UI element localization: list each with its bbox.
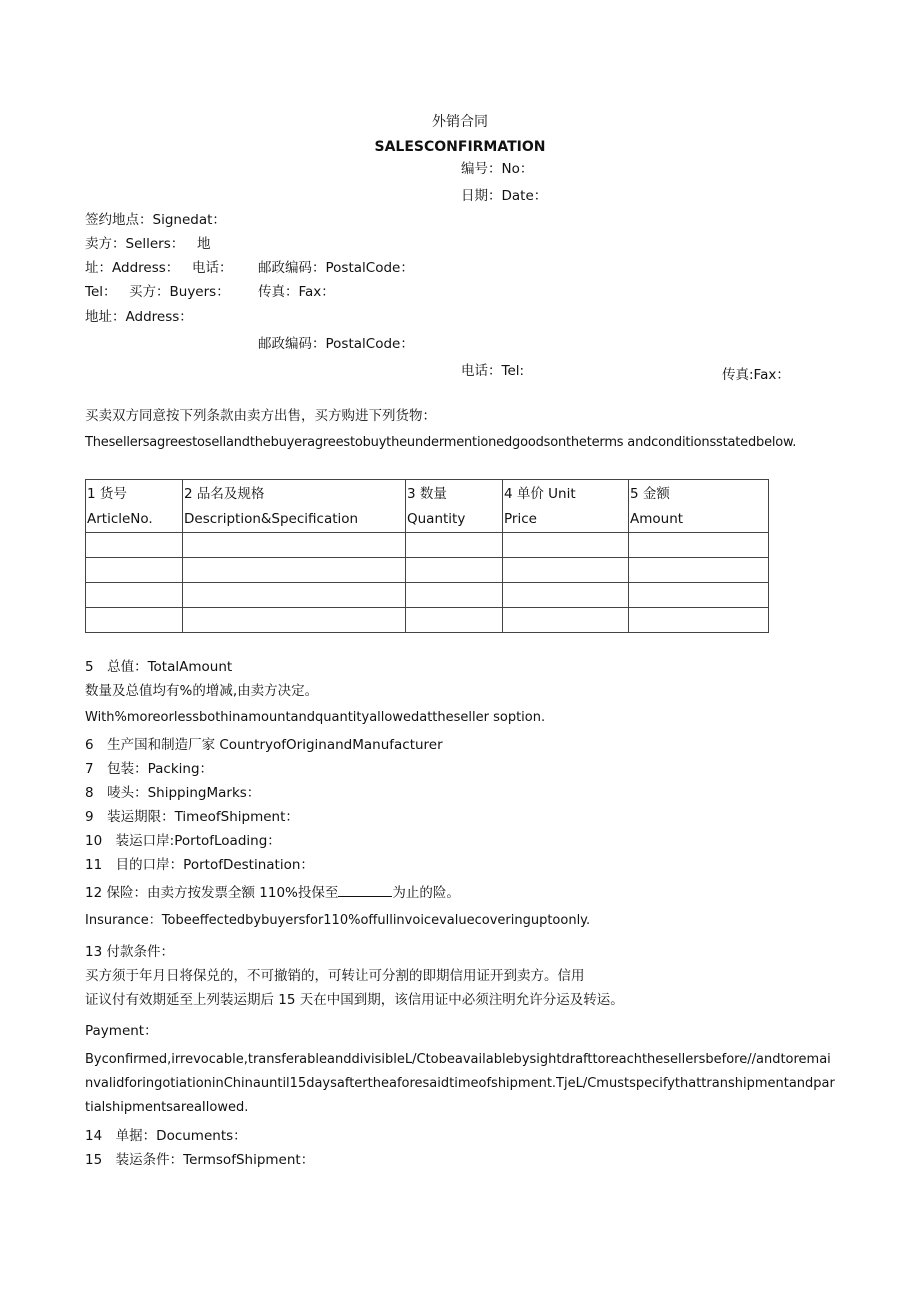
agreement-intro-en: Thesellersagreestosellandthebuyeragreestobuytheundermentionedgoodsontheterms andconditionsstatedbelow. [85, 435, 797, 450]
clause-5-total-amount: 5 总值：TotalAmount [85, 659, 233, 675]
clause-12-insurance-en: Insurance：Tobeeffectedbybuyersfor110%offullinvoicevaluecoveringuptoonly. [85, 913, 591, 928]
clause-5-tolerance-en: With%moreorlessbothinamountandquantityallowedattheseller soption. [85, 710, 546, 725]
clause-14-documents: 14 单据：Documents： [85, 1128, 247, 1144]
insurance-blank [338, 884, 392, 897]
seller-fax-label: 传真：Fax： [258, 284, 335, 300]
buyer-address-label: 地址：Address： [85, 309, 193, 325]
table-row [86, 583, 769, 608]
seller-address-label-part1: 地 [197, 236, 211, 252]
clause-15-terms-of-shipment: 15 装运条件：TermsofShipment： [85, 1152, 315, 1168]
buyers-label: 买方：Buyers： [129, 284, 230, 300]
table-cell [629, 533, 769, 558]
table-cell [183, 533, 406, 558]
table-row [86, 558, 769, 583]
seller-tel-en-label: Tel： [85, 284, 117, 300]
clause-13-payment-cn-line2: 证议付有效期延至上列装运期后 15 天在中国到期，该信用证中必须注明允许分运及转运。 [85, 992, 624, 1008]
payment-label: Payment： [85, 1023, 158, 1039]
table-row [86, 608, 769, 633]
column-header-article-no: 1 货号 ArticleNo. [86, 480, 183, 533]
column-header-unit-price: 4 单价 Unit Price [503, 480, 629, 533]
clause-8-shipping-marks: 8 唛头：ShippingMarks： [85, 785, 261, 801]
goods-table [85, 479, 769, 633]
contract-date-label: 日期：Date： [461, 188, 548, 204]
seller-address-label-part2: 址：Address： [85, 260, 180, 276]
sellers-label: 卖方：Sellers： [85, 236, 185, 252]
table-cell [629, 558, 769, 583]
payment-terms-en: Byconfirmed,irrevocable,transferableanddivisibleL/Ctobeavailablebysightdrafttoreachthesellersbefore//andtoremainvalidforingotiationinChinauntil15daysaftertheaforesaidtimeofshipment.TjeL/CmustspecifythattranshipmentandpartialshipmentsareaIlowed. [85, 1052, 835, 1115]
table-cell [503, 533, 629, 558]
table-cell [86, 558, 183, 583]
buyer-postal-code-label: 邮政编码：PostalCode： [258, 336, 414, 352]
column-header-amount: 5 金额 Amount [629, 480, 769, 533]
table-cell [503, 608, 629, 633]
buyer-fax-label: 传真:Fax： [722, 367, 790, 383]
table-cell [406, 583, 503, 608]
table-cell [503, 558, 629, 583]
seller-tel-label: 电话： [192, 260, 233, 276]
table-cell [629, 583, 769, 608]
table-cell [406, 608, 503, 633]
table-row [86, 533, 769, 558]
contract-number-label: 编号：No： [461, 161, 534, 177]
agreement-intro-cn: 买卖双方同意按下列条款由卖方出售，买方购进下列货物： [85, 408, 436, 424]
table-cell [86, 533, 183, 558]
table-cell [406, 533, 503, 558]
contract-title-cn: 外销合同 [432, 114, 488, 130]
clause-12-insurance-cn: 12 保险：由卖方按发票全额 110%投保至 为止的险。 [85, 885, 460, 901]
clause-13-payment-cn-line1: 买方须于年月日将保兑的，不可撤销的，可转让可分割的即期信用证开到卖方。信用 [85, 968, 585, 984]
table-cell [86, 608, 183, 633]
signed-at-label: 签约地点：Signedat： [85, 212, 226, 228]
table-cell [629, 608, 769, 633]
clause-13-payment-title: 13 付款条件： [85, 944, 174, 960]
column-header-quantity: 3 数量 Quantity [406, 480, 503, 533]
clause-7-packing: 7 包装：Packing： [85, 761, 214, 777]
column-header-description: 2 品名及规格 Description&Specification [183, 480, 406, 533]
clause-11-port-of-destination: 11 目的口岸：PortofDestination： [85, 857, 314, 873]
table-cell [183, 583, 406, 608]
seller-postal-code-label: 邮政编码：PostalCode： [258, 260, 414, 276]
clause-9-time-of-shipment: 9 装运期限：TimeofShipment： [85, 809, 299, 825]
table-cell [503, 583, 629, 608]
contract-title-en: SALESCONFIRMATION [374, 139, 546, 155]
table-cell [86, 583, 183, 608]
goods-table-header-row [86, 480, 769, 533]
table-cell [183, 558, 406, 583]
table-cell [406, 558, 503, 583]
buyer-tel-label: 电话：Tel: [461, 363, 525, 379]
clause-10-port-of-loading: 10 装运口岸:PortofLoading： [85, 833, 281, 849]
clause-6-origin: 6 生产国和制造厂家 CountryofOriginandManufacturer [85, 737, 443, 753]
clause-5-tolerance-cn: 数量及总值均有%的增减,由卖方决定。 [85, 683, 319, 699]
table-cell [183, 608, 406, 633]
